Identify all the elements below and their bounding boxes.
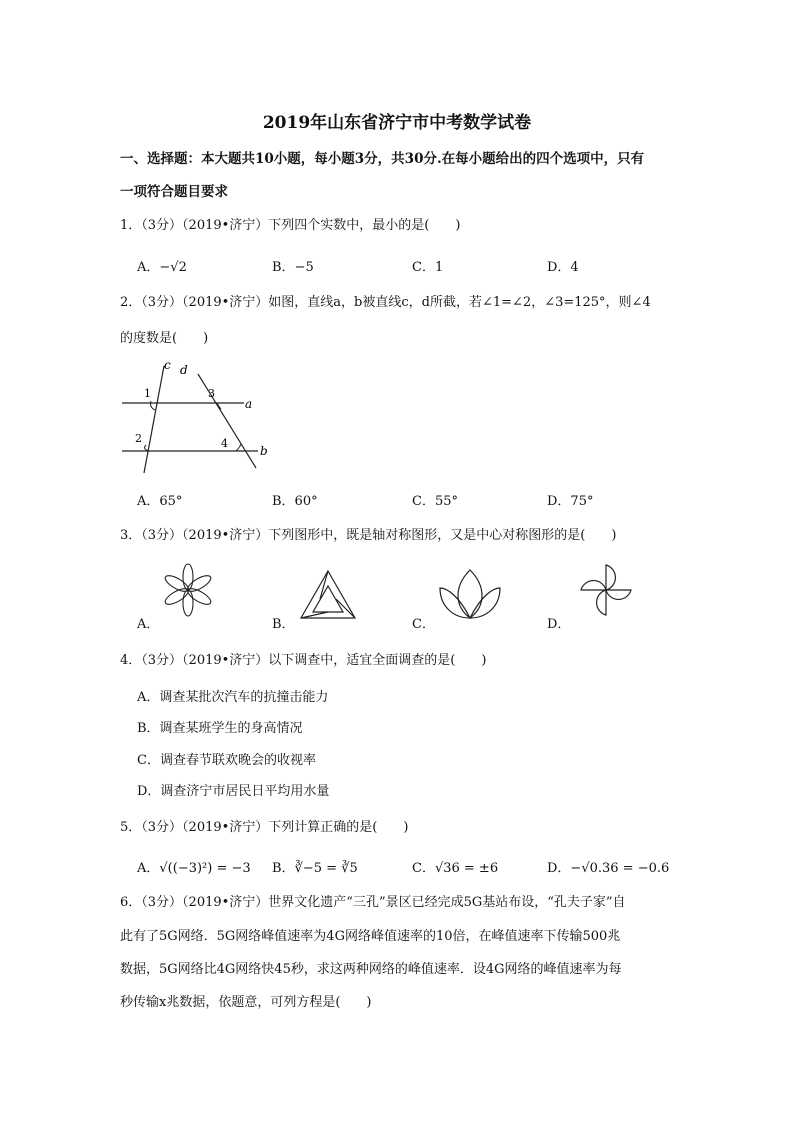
question-5-stem: 5．（3分）（2019•济宁）下列计算正确的是( ) <box>120 820 409 835</box>
q4-option-d: D．调查济宁市居民日平均用水量 <box>137 784 330 799</box>
q3-option-c: C． <box>412 617 435 632</box>
q1-option-d: D．4 <box>547 260 579 275</box>
parallel-lines-figure <box>118 360 278 480</box>
q4-option-a: A．调查某批次汽车的抗撞击能力 <box>137 690 329 705</box>
fig-label-2: 2 <box>135 432 142 445</box>
fig-label-d: d <box>180 363 188 377</box>
question-1-stem: 1．（3分）（2019•济宁）下列四个实数中，最小的是( ) <box>120 218 461 233</box>
q3-option-d: D． <box>547 617 571 632</box>
question-3-stem: 3．（3分）（2019•济宁）下列图形中，既是轴对称图形，又是中心对称图形的是( ) <box>120 528 617 543</box>
question-2-stem-line2: 的度数是( ) <box>120 331 209 346</box>
question-6-line4: 秒传输x兆数据，依题意，可列方程是( ) <box>120 995 372 1010</box>
fig-label-1: 1 <box>144 387 151 400</box>
pinwheel-figure <box>575 562 637 618</box>
q5-option-c: C．√36 = ±6 <box>412 861 499 876</box>
q1-option-a: A．−√2 <box>137 260 187 275</box>
page-title: 2019年山东省济宁市中考数学试卷 <box>262 113 532 133</box>
fig-label-a: a <box>245 397 253 411</box>
q4-option-b: B．调查某班学生的身高情况 <box>137 721 303 736</box>
fig-label-3: 3 <box>208 387 215 400</box>
q4-option-c: C．调查春节联欢晚会的收视率 <box>137 753 316 768</box>
q1-option-c: C．1 <box>412 260 444 275</box>
q1-option-b: B．−5 <box>272 260 314 275</box>
q2-option-a: A．65° <box>137 494 183 509</box>
fig-label-c: c <box>164 358 171 372</box>
lotus-figure <box>437 566 503 622</box>
q3-option-a: A． <box>137 617 160 632</box>
fig-label-4: 4 <box>221 437 228 450</box>
q3-option-b: B． <box>272 617 295 632</box>
q2-option-c: C．55° <box>412 494 458 509</box>
section-heading-line2: 一项符合题目要求 <box>120 184 228 200</box>
six-petal-flower-figure <box>160 562 216 618</box>
question-6-line3: 数据，5G网络比4G网络快45秒，求这两种网络的峰值速率．设4G网络的峰值速率为每 <box>120 962 622 977</box>
question-6-line1: 6．（3分）（2019•济宁）世界文化遗产“三孔”景区已经完成5G基站布设，“孔夫子家”自 <box>120 895 626 910</box>
fig-label-b: b <box>260 444 268 458</box>
q5-option-d: D．−√0.36 = −0.6 <box>547 861 670 876</box>
question-2-stem-line1: 2．（3分）（2019•济宁）如图，直线a，b被直线c，d所截，若∠1=∠2，∠3=125°，则∠4 <box>120 295 651 310</box>
q5-option-b: B．∛−5 = ∛5 <box>272 861 358 876</box>
question-6-line2: 此有了5G网络．5G网络峰值速率为4G网络峰值速率的10倍，在峰值速率下传输500兆 <box>120 929 621 944</box>
q2-option-d: D．75° <box>547 494 594 509</box>
question-4-stem: 4．（3分）（2019•济宁）以下调查中，适宜全面调查的是( ) <box>120 653 487 668</box>
q5-option-a: A．√((−3)²) = −3 <box>137 861 251 876</box>
q2-option-b: B．60° <box>272 494 318 509</box>
recycle-triangle-figure <box>298 568 358 624</box>
section-heading-line1: 一、选择题：本大题共10小题，每小题3分，共30分.在每小题给出的四个选项中，只有 <box>120 151 645 167</box>
